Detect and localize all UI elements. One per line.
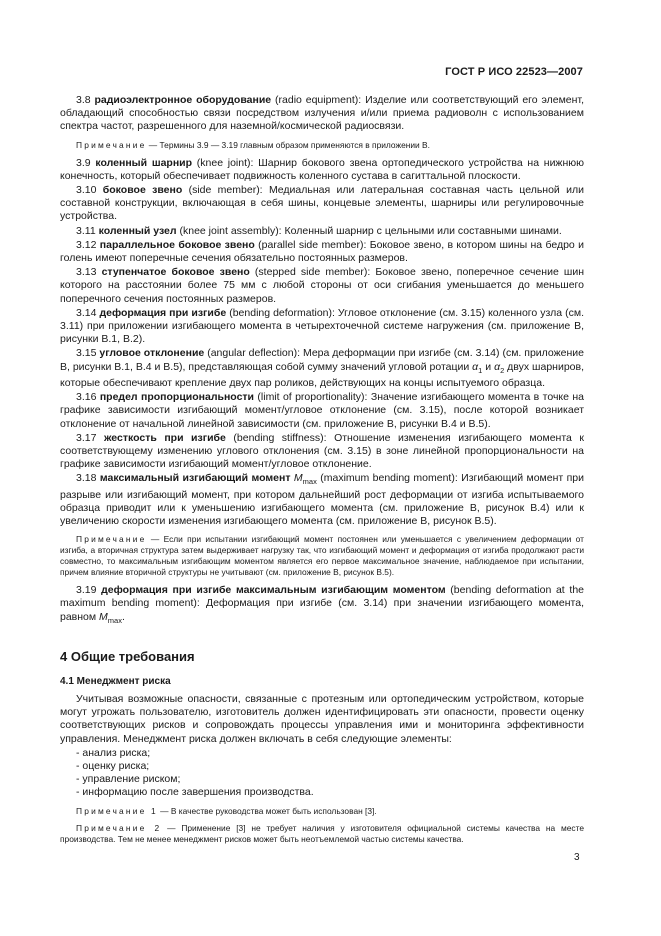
note-label: Примечание 1 bbox=[76, 805, 158, 816]
term-title: угловое отклонение bbox=[99, 347, 205, 360]
term-number: 3.9 bbox=[76, 156, 91, 169]
note-3-8 bbox=[60, 140, 584, 151]
term-title: коленный узел bbox=[98, 224, 177, 237]
note-text: — Если при испытании изгибающий момент постоянен или уменьшается с увеличением деформации от изгиба, а вторичная структура затем выдерживает нагрузку так, что изгибающий момент и деформация от изгиба продолжают расти совместно, то максимальным изгибающим моментом является его первое максимальное значение, наблюдаемое при испытании, причем влияние вторичной структуры не учитывают (см. приложение В, рисунок В.5). bbox=[60, 534, 584, 578]
term-3-10 bbox=[60, 184, 584, 224]
list-item: - анализ риска; bbox=[76, 746, 151, 759]
section-4-heading: 4 Общие требования bbox=[60, 648, 195, 664]
term-definition: (angular deflection): Мера деформации при изгибе (см. 3.14) (см. приложение В, рисунки В.1, В.4 и В.5), представляющая собой сумму значений угловой ротации bbox=[60, 347, 585, 373]
section-4-1-heading: 4.1 Менеджмент риска bbox=[60, 675, 171, 687]
term-number: 3.10 bbox=[76, 184, 97, 197]
term-title: деформация при изгибе bbox=[99, 306, 227, 319]
note-3-18 bbox=[60, 534, 584, 578]
section-4-1-intro: Учитывая возможные опасности, связанные с протезным или ортопедическим устройством, которые могут угрожать пользователю, изготовитель должен идентифицировать эти опасности, провести оценку соответствующих рисков и сопровождать процессы управления ими и мониторинга эффективности управления. Менеджмент риска должен включать в себя следующие элементы: bbox=[60, 692, 584, 745]
term-number: 3.15 bbox=[76, 347, 97, 360]
term-definition: (parallel side member): Боковое звено, в котором шины на бедро и голень имеют поперечные сечения обязательно постоянных размеров. bbox=[60, 238, 584, 265]
term-3-8 bbox=[60, 94, 584, 134]
note-text: — Термины 3.9 — 3.19 главным образом применяются в приложении В. bbox=[146, 139, 430, 150]
term-number: 3.8 bbox=[76, 94, 91, 106]
term-title: максимальный изгибающий момент bbox=[99, 472, 291, 485]
term-definition: (bending deformation at the maximum bending moment): Деформация при изгибе (см. 3.14) при значении изгибающего момента, равном bbox=[60, 584, 584, 623]
term-number: 3.11 bbox=[76, 224, 96, 237]
alpha-symbol: α bbox=[494, 360, 501, 373]
page-content bbox=[60, 94, 584, 851]
m-symbol: M bbox=[293, 472, 303, 485]
term-3-12 bbox=[60, 239, 584, 265]
max-subscript: max bbox=[302, 477, 317, 487]
term-definition: (stepped side member): Боковое звено, поперечное сечение шин которого на расстоянии более 75 мм с любой стороны от оси сгибания уменьшается до меньшего поперечного сечения постоянных размеров. bbox=[60, 266, 585, 305]
term-3-13 bbox=[60, 266, 584, 306]
term-3-17 bbox=[60, 432, 584, 472]
term-number: 3.18 bbox=[76, 472, 97, 485]
document-id: ГОСТ Р ИСО 22523—2007 bbox=[445, 66, 583, 78]
term-title: жесткость при изгибе bbox=[103, 431, 226, 444]
term-3-11 bbox=[60, 225, 584, 238]
term-3-16 bbox=[60, 391, 584, 431]
term-number: 3.17 bbox=[76, 431, 97, 444]
list-item: - информацию после завершения производства. bbox=[76, 786, 314, 799]
note-text: — В качестве руководства может быть использован [3]. bbox=[157, 805, 377, 816]
term-number: 3.16 bbox=[76, 391, 97, 404]
term-definition: (maximum bending moment): Изгибающий момент при разрыве или изгибающий момент, при котором дальнейший рост деформации от изгиба испытываемого образца приводит или к уменьшению изгибающего момента (см. приложение В, рисунок В.4) или к увеличению скорости изменения изгибающего момента (см. приложение В, рисунок В.5). bbox=[60, 472, 585, 528]
note-text: — Применение [3] не требует наличия у изготовителя официальной системы качества на месте производства. Тем не менее менеджмент рисков может быть неотъемлемой частью системы качества. bbox=[60, 822, 584, 844]
term-definition: (bending stiffness): Отношение изменения изгибающего момента к соответствующему изменению углового отклонения (см. 3.15) в зоне линейной пропорциональности на графике зависимости изгибающий момент/угловое отклонение. bbox=[60, 431, 584, 471]
term-3-15 bbox=[60, 347, 584, 390]
note-label: Примечание bbox=[76, 534, 147, 545]
term-title: коленный шарнир bbox=[95, 156, 193, 169]
term-title: ступенчатое боковое звено bbox=[101, 266, 250, 279]
term-definition: (knee joint assembly): Коленный шарнир с цельными или составными шинами. bbox=[176, 224, 562, 237]
period: . bbox=[121, 610, 125, 623]
list-item: - управление риском; bbox=[76, 773, 181, 786]
term-title: боковое звено bbox=[102, 184, 183, 197]
alpha-symbol: α bbox=[472, 360, 479, 373]
term-number: 3.14 bbox=[76, 306, 97, 319]
list-item: - оценку риска; bbox=[76, 760, 150, 772]
term-title: радиоэлектронное оборудование bbox=[94, 94, 272, 106]
term-definition: (side member): Медиальная или латеральная составная часть цельной или составной конструкции, включающая в себя шины, концевые элементы, шарниры или регулировочные устройства. bbox=[60, 184, 584, 223]
term-definition: (radio equipment): Изделие или соответствующий его элемент, обладающий способностью связи посредством излучения и/или приема радиоволн с использованием спектра частот, разрешенного для наземной/космической радиосвязи. bbox=[60, 94, 584, 133]
term-title: параллельное боковое звено bbox=[99, 238, 255, 251]
term-number: 3.12 bbox=[76, 238, 97, 251]
page-number: 3 bbox=[574, 852, 580, 863]
term-definition: (knee joint): Шарнир бокового звена ортопедического устройства на нижнюю конечность, который обеспечивает подвижность коленного сустава в сагиттальной плоскости. bbox=[60, 156, 585, 182]
term-3-18 bbox=[60, 472, 584, 528]
m-symbol: M bbox=[99, 610, 108, 623]
term-definition: (bending deformation): Угловое отклонение (см. 3.15) коленного узла (см. 3.11) при приложении изгибающего момента в четырехточечной системе нагружения (см. приложение В, рисунки В.1, В.2). bbox=[60, 306, 585, 346]
term-definition: (limit of proportionality): Значение изгибающего момента в точке на графике зависимости изгибающий момент/угловое отклонение (см. 3.15), после которой возникает отклонение от начальной линейной зависимости (см. приложение В, рисунки В.4 и В.5). bbox=[60, 391, 584, 430]
max-subscript: max bbox=[107, 615, 122, 625]
note-label: Примечание bbox=[76, 139, 147, 150]
note-4-1-1 bbox=[60, 806, 584, 817]
term-3-9 bbox=[60, 157, 584, 183]
subscript-2: 2 bbox=[500, 365, 505, 375]
note-label: Примечание 2 bbox=[76, 822, 162, 833]
term-title: деформация при изгибе максимальным изгибающим моментом bbox=[101, 584, 446, 597]
term-3-14 bbox=[60, 307, 584, 347]
term-number: 3.13 bbox=[76, 266, 97, 279]
conjunction: и bbox=[482, 360, 495, 373]
note-4-1-2 bbox=[60, 823, 584, 845]
subscript-1: 1 bbox=[478, 365, 483, 375]
term-definition-end: двух шарниров, которые обеспечивают крепление двух пар роликов, действующих на концы испытуемого образца. bbox=[60, 360, 584, 389]
term-3-19 bbox=[60, 584, 584, 627]
term-title: предел пропорциональности bbox=[99, 391, 255, 404]
term-number: 3.19 bbox=[76, 584, 97, 597]
